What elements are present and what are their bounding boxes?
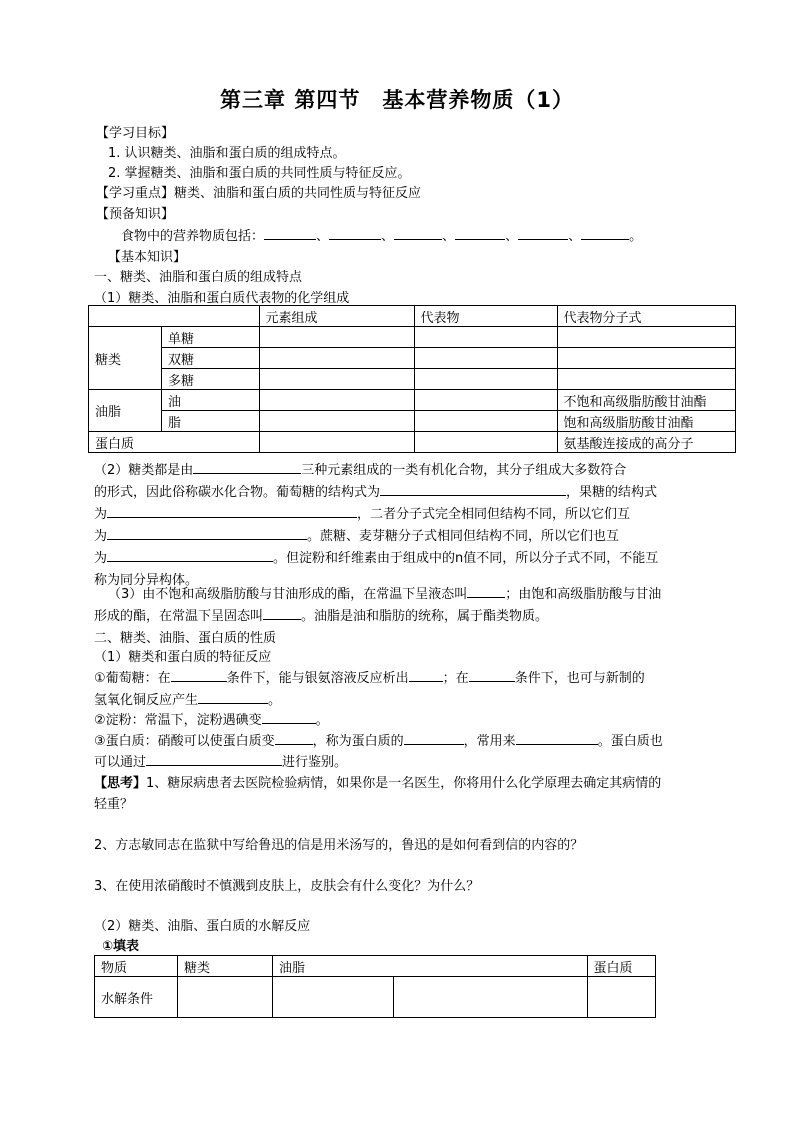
table-header: 蛋白质 xyxy=(587,956,656,977)
protein-line1 xyxy=(94,730,663,749)
table-header: 油脂 xyxy=(273,956,588,977)
text: ，常用来 xyxy=(463,734,516,749)
nutrients-text: 食物中的营养物质包括： xyxy=(121,229,265,244)
blank[interactable] xyxy=(329,227,381,240)
text: 为 xyxy=(94,529,108,544)
blank[interactable] xyxy=(107,527,307,540)
table-cell[interactable] xyxy=(414,327,557,348)
table-cell[interactable] xyxy=(259,327,414,348)
table-cell[interactable] xyxy=(259,411,414,432)
group-sugar: 糖类 xyxy=(89,327,162,390)
protein-label: 蛋白质 xyxy=(89,432,260,453)
row-label: 水解条件 xyxy=(95,977,178,1018)
blank[interactable] xyxy=(262,711,316,724)
table-cell[interactable] xyxy=(414,411,557,432)
starch-line xyxy=(94,709,329,728)
text: ，果糖的结构式 xyxy=(566,485,658,500)
think-q1 xyxy=(94,772,661,791)
table-cell[interactable] xyxy=(557,327,735,348)
blank[interactable] xyxy=(146,753,282,766)
blank[interactable] xyxy=(264,227,316,240)
p2-line1 xyxy=(94,459,626,478)
table-cell[interactable] xyxy=(394,977,588,1018)
table-header-empty xyxy=(89,306,260,327)
table-header: 糖类 xyxy=(178,956,273,977)
glucose-line1 xyxy=(94,667,645,686)
text: ①葡萄糖：在 xyxy=(94,671,171,686)
section1-sub1: （1）糖类、油脂和蛋白质代表物的化学组成 xyxy=(94,291,350,306)
basic-knowledge-header: 【基本知识】 xyxy=(108,250,187,265)
text: 条件下，能与银氨溶液反应析出 xyxy=(226,671,409,686)
key-points: 【学习重点】糖类、油脂和蛋白质的共同性质与特征反应 xyxy=(96,186,422,201)
page-title: 第三章 第四节 基本营养物质（1） xyxy=(220,88,574,112)
blank[interactable] xyxy=(404,732,464,745)
table-header: 代表物分子式 xyxy=(557,306,735,327)
text: 。蔗糖、麦芽糖分子式相同但结构不同，所以它们也互 xyxy=(307,529,620,544)
think-q3: 3、在使用浓硝酸时不慎溅到皮肤上，皮肤会有什么变化？为什么？ xyxy=(94,879,480,894)
glucose-line2 xyxy=(94,689,281,708)
section2-heading: 二、糖类、油脂、蛋白质的性质 xyxy=(94,631,277,646)
blank[interactable] xyxy=(516,732,598,745)
table-cell[interactable] xyxy=(414,348,557,369)
p2-line3 xyxy=(94,503,630,522)
table-header: 代表物 xyxy=(414,306,557,327)
table-cell[interactable] xyxy=(259,369,414,390)
text: （3）由不饱和高级脂肪酸与甘油形成的酯，在常温下呈液态叫 xyxy=(108,587,468,602)
row-label: 单糖 xyxy=(162,327,260,348)
table-cell[interactable] xyxy=(273,977,394,1018)
table-cell[interactable] xyxy=(557,348,735,369)
table-header: 物质 xyxy=(95,956,178,977)
text: 形成的酯，在常温下呈固态叫 xyxy=(94,609,264,624)
blank[interactable] xyxy=(518,227,568,240)
objective-1: 1. 认识糖类、油脂和蛋白质的组成特点。 xyxy=(108,146,346,161)
blank[interactable] xyxy=(581,227,629,240)
section1-heading: 一、糖类、油脂和蛋白质的组成特点 xyxy=(94,270,303,285)
table-cell[interactable] xyxy=(414,390,557,411)
table-cell[interactable] xyxy=(557,369,735,390)
row-label: 双糖 xyxy=(162,348,260,369)
text: 为 xyxy=(94,551,108,566)
blank[interactable] xyxy=(263,607,301,620)
blank[interactable] xyxy=(469,669,515,682)
table-cell[interactable] xyxy=(414,432,557,453)
p3-line1 xyxy=(108,583,661,602)
section2-sub1: （1）糖类和蛋白质的特征反应 xyxy=(94,650,272,665)
p3-line2 xyxy=(94,605,548,624)
table-header: 元素组成 xyxy=(259,306,414,327)
p2-line4 xyxy=(94,525,619,544)
text: ②淀粉：常温下，淀粉遇碘变 xyxy=(94,713,262,728)
blank[interactable] xyxy=(409,669,443,682)
table-cell[interactable] xyxy=(259,432,414,453)
text: 可以通过 xyxy=(94,755,147,770)
blank[interactable] xyxy=(107,505,357,518)
fill-table-label: ①填表 xyxy=(102,939,140,954)
blank[interactable] xyxy=(380,483,566,496)
think-q2: 2、方志敏同志在监狱中写给鲁迅的信是用米汤写的，鲁迅的是如何看到信的内容的？ xyxy=(94,838,584,853)
blank[interactable] xyxy=(193,461,301,474)
think-label: 【思考】 xyxy=(94,776,147,791)
text: 。油脂是油和脂肪的统称，属于酯类物质。 xyxy=(301,609,549,624)
text: 。但淀粉和纤维素由于组成中的n值不同，所以分子式不同，不能互 xyxy=(273,551,659,566)
table-cell[interactable] xyxy=(414,369,557,390)
objectives-header: 【学习目标】 xyxy=(96,126,175,141)
nutrients-line: 食物中的营养物质包括： 、 、 、 、 、 。 xyxy=(121,229,643,244)
p2-line5 xyxy=(94,547,658,566)
group-fat: 油脂 xyxy=(89,390,162,432)
formula-cell: 饱和高级脂肪酸甘油酯 xyxy=(557,411,735,432)
table-cell[interactable] xyxy=(259,390,414,411)
text: ，二者分子式完全相同但结构不同，所以它们互 xyxy=(357,507,631,522)
preknowledge-header: 【预备知识】 xyxy=(96,207,175,222)
hydrolysis-table xyxy=(94,955,656,1018)
text: 。 xyxy=(268,693,282,708)
section2-sub2: （2）糖类、油脂、蛋白质的水解反应 xyxy=(94,919,311,934)
p2-line2 xyxy=(94,481,657,500)
text: 。蛋白质也 xyxy=(597,734,663,749)
row-label: 脂 xyxy=(162,411,260,432)
text: ③蛋白质：硝酸可以使蛋白质变 xyxy=(94,734,275,749)
table-cell[interactable] xyxy=(587,977,656,1018)
p2-line6: 称为同分异构体。 xyxy=(94,573,199,588)
text: （2）糖类都是由 xyxy=(94,463,194,478)
blank[interactable] xyxy=(467,585,505,598)
text: 进行鉴别。 xyxy=(282,755,348,770)
formula-cell: 不饱和高级脂肪酸甘油酯 xyxy=(557,390,735,411)
table-cell[interactable] xyxy=(259,348,414,369)
formula-cell: 氨基酸连接成的高分子 xyxy=(557,432,735,453)
row-label: 多糖 xyxy=(162,369,260,390)
text: 1、糖尿病患者去医院检验病情，如果你是一名医生，你将用什么化学原理去确定其病情的 xyxy=(146,776,662,791)
text: 为 xyxy=(94,507,108,522)
text: 条件下，也可与新制的 xyxy=(514,671,645,686)
text: ；由饱和高级脂肪酸与甘油 xyxy=(505,587,662,602)
table-cell[interactable] xyxy=(178,977,273,1018)
text: 三种元素组成的一类有机化合物，其分子组成大多数符合 xyxy=(301,463,627,478)
blank[interactable] xyxy=(275,732,313,745)
blank[interactable] xyxy=(394,227,442,240)
composition-table xyxy=(88,305,736,453)
text: ；在 xyxy=(442,671,469,686)
blank[interactable] xyxy=(107,549,273,562)
think-q1-cont: 轻重？ xyxy=(94,797,134,812)
protein-line2 xyxy=(94,751,347,770)
text: ，称为蛋白质的 xyxy=(312,734,404,749)
blank[interactable] xyxy=(171,669,227,682)
text: 的形式，因此俗称碳水化合物。葡萄糖的结构式为 xyxy=(94,485,381,500)
blank[interactable] xyxy=(455,227,505,240)
text: 。 xyxy=(315,713,329,728)
text: 氢氧化铜反应产生 xyxy=(94,693,199,708)
row-label: 油 xyxy=(162,390,260,411)
objective-2: 2. 掌握糖类、油脂和蛋白质的共同性质与特征反应。 xyxy=(108,166,411,181)
blank[interactable] xyxy=(198,691,268,704)
